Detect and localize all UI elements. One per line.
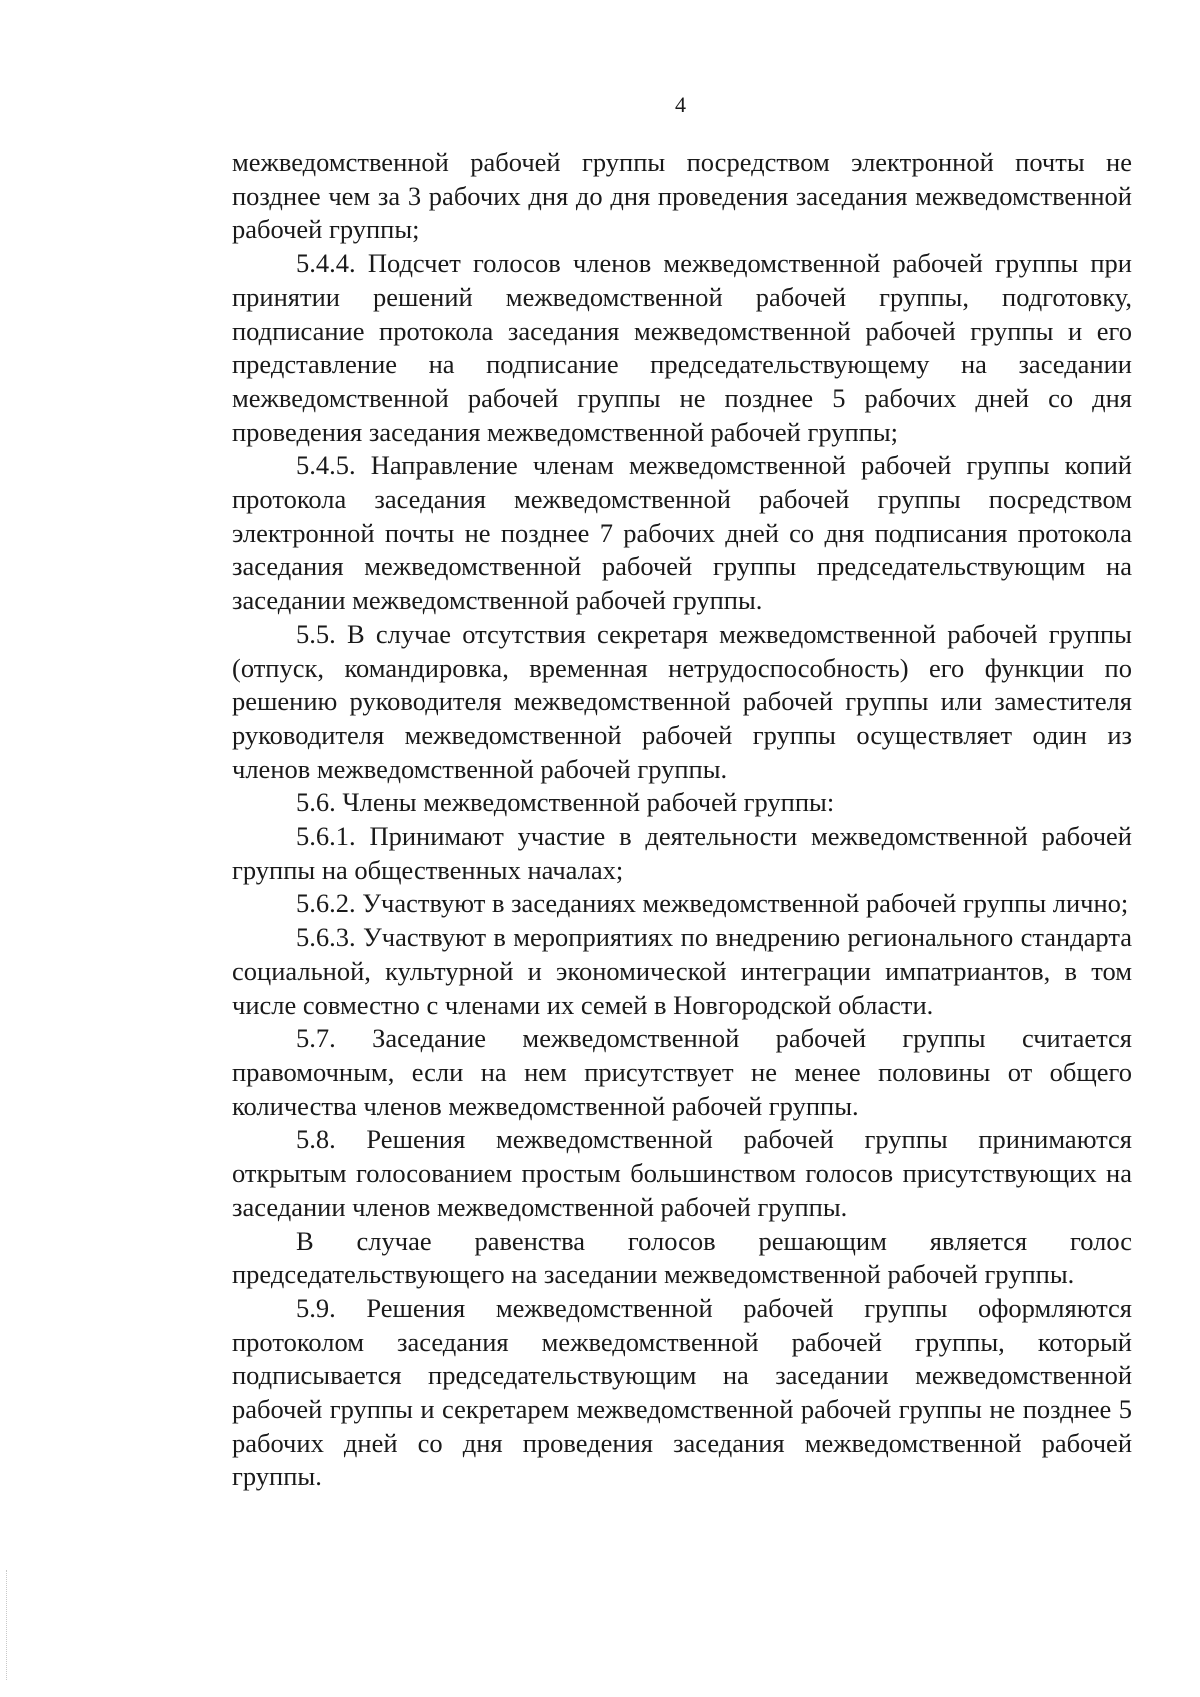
paragraph-5-7: 5.7. Заседание межведомственной рабочей группы считается правомочным, если на нем присутствует не менее половины от общего количества членов межведомственной рабочей группы. (232, 1023, 1132, 1121)
paragraph-5-6-1: 5.6.1. Принимают участие в деятельности межведомственной рабочей группы на общественных началах; (232, 821, 1132, 885)
paragraph-5-8-tie-vote: В случае равенства голосов решающим является голос председательствующего на заседании межведомственной рабочей группы. (232, 1225, 1132, 1290)
paragraph-5-4-5: 5.4.5. Направление членам межведомственной рабочей группы копий протокола заседания межведомственной рабочей группы посредством электронной почты не позднее 7 рабочих дней со дня подписания протокола заседания межведомственной рабочей группы председательствующим на заседании межведомственной рабочей группы. (232, 450, 1132, 616)
paragraph-5-8: 5.8. Решения межведомственной рабочей группы принимаются открытым голосованием простым большинством голосов присутствующих на заседании членов межведомственной рабочей группы. (232, 1124, 1132, 1222)
paragraph-5-6: 5.6. Члены межведомственной рабочей группы: (296, 787, 835, 818)
paragraph-5-6-3: 5.6.3. Участвуют в мероприятиях по внедрению регионального стандарта социальной, культурной и экономической интеграции импатриантов, в том числе совместно с членами их семей в Новгородской области. (232, 922, 1132, 1020)
paragraph-5-9: 5.9. Решения межведомственной рабочей группы оформляются протоколом заседания межведомственной рабочей группы, который подписывается председательствующим на заседании межведомственной рабочей группы и секретарем межведомственной рабочей группы не позднее 5 рабочих дней со дня проведения заседания межведомственной рабочей группы. (232, 1292, 1132, 1492)
paragraph-continuation: межведомственной рабочей группы посредством электронной почты не позднее чем за 3 рабочих дня до дня проведения заседания межведомственной рабочей группы; (232, 147, 1132, 245)
page-number: 4 (675, 92, 686, 117)
paragraph-5-4-4: 5.4.4. Подсчет голосов членов межведомственной рабочей группы при принятии решений межведомственной рабочей группы, подготовку, подписание протокола заседания межведомственной рабочей группы и его представление на подписание председательствующему на заседании межведомственной рабочей группы не позднее 5 рабочих дней со дня проведения заседания межведомственной рабочей группы; (232, 248, 1132, 447)
paragraph-5-5: 5.5. В случае отсутствия секретаря межведомственной рабочей группы (отпуск, командировка, временная нетрудоспособность) его функции по решению руководителя межведомственной рабочей группы или заместителя руководителя межведомственной рабочей группы осуществляет один из членов межведомственной рабочей группы. (232, 618, 1132, 784)
paragraph-5-6-2: 5.6.2. Участвуют в заседаниях межведомственной рабочей группы лично; (296, 888, 1129, 919)
scan-artifact (6, 1570, 9, 1680)
document-body (232, 146, 1132, 1494)
